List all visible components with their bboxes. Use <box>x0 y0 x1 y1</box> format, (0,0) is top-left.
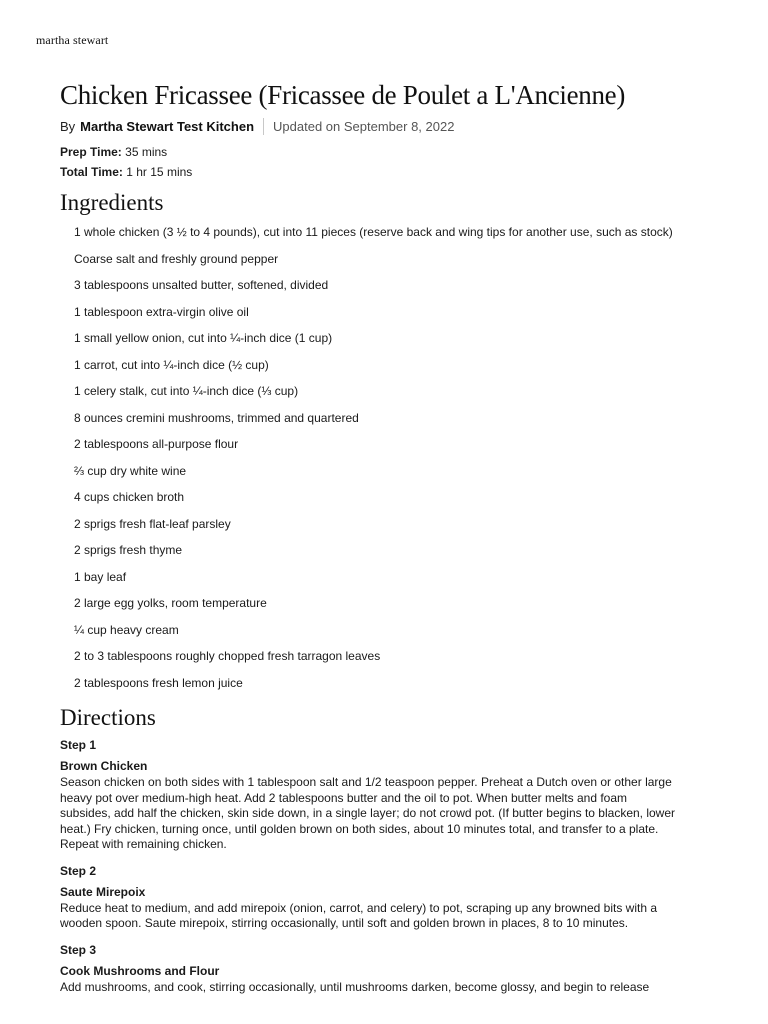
ingredient-item: 2 sprigs fresh flat-leaf parsley <box>74 516 231 531</box>
ingredient-item: 1 bay leaf <box>74 569 127 584</box>
ingredient-item: 2 large egg yolks, room temperature <box>74 596 267 610</box>
ingredient-item: 2 tablespoons fresh lemon juice <box>74 675 243 690</box>
step-text-line: heat.) Fry chicken, turning once, until golden brown on both sides, about 10 minutes total, and transfer to a plate. <box>60 821 659 836</box>
ingredients-heading: Ingredients <box>60 190 164 215</box>
ingredient-item: 2 tablespoons all-purpose flour <box>74 437 239 451</box>
directions-list <box>60 735 720 995</box>
step-text-line: Season chicken on both sides with 1 tablespoon salt and 1/2 teaspoon pepper. Preheat a Dutch oven or other large <box>60 775 672 789</box>
direction-step <box>60 861 720 932</box>
step-text-line: Reduce heat to medium, and add mirepoix (onion, carrot, and celery) to pot, scraping up any browned bits with a <box>60 900 657 915</box>
step-text-line: subsides, add half the chicken, skin side down, in a single layer; do not crowd pot. (If butter begins to blacken, lower <box>60 806 676 820</box>
direction-step <box>60 735 720 853</box>
step-text <box>60 775 720 853</box>
prep-time-value: 35 mins <box>125 145 168 159</box>
ingredient-item: 3 tablespoons unsalted butter, softened, divided <box>74 278 329 292</box>
step-title: Saute Mirepoix <box>60 884 146 899</box>
ingredient-item: ⅔ cup dry white wine <box>74 463 187 478</box>
author-link[interactable]: Martha Stewart Test Kitchen <box>80 118 255 134</box>
prep-time-label: Prep Time: <box>60 145 122 159</box>
ingredient-item: 1 small yellow onion, cut into ¼-inch dice (1 cup) <box>74 331 333 345</box>
brand-logo[interactable]: martha stewart <box>36 33 109 47</box>
step-text <box>60 901 720 932</box>
step-title: Cook Mushrooms and Flour <box>60 963 220 978</box>
article <box>60 78 720 995</box>
updated-date: Updated on September 8, 2022 <box>273 118 455 134</box>
ingredients-list <box>60 224 720 701</box>
step-title: Brown Chicken <box>60 759 148 773</box>
step-text-line: wooden spoon. Saute mirepoix, stirring occasionally, until soft and golden brown in places, 8 to 10 minutes. <box>60 916 629 930</box>
ingredient-item: ¼ cup heavy cream <box>74 622 179 637</box>
step-number: Step 3 <box>60 942 97 957</box>
directions-heading: Directions <box>60 705 156 730</box>
ingredient-item: 1 whole chicken (3 ½ to 4 pounds), cut into 11 pieces (reserve back and wing tips for another use, such as stock) <box>74 225 673 239</box>
prep-time <box>60 142 720 162</box>
ingredient-item: 1 celery stalk, cut into ¼-inch dice (⅓ cup) <box>74 384 299 398</box>
total-time-label: Total Time: <box>60 165 123 179</box>
ingredient-item: 1 tablespoon extra-virgin olive oil <box>74 304 249 319</box>
ingredient-item: Coarse salt and freshly ground pepper <box>74 251 279 266</box>
ingredient-item: 2 sprigs fresh thyme <box>74 543 183 557</box>
recipe-title: Chicken Fricassee (Fricassee de Poulet a L'Ancienne) <box>60 80 626 110</box>
ingredient-item: 8 ounces cremini mushrooms, trimmed and quartered <box>74 410 359 425</box>
ingredient-item: 2 to 3 tablespoons roughly chopped fresh tarragon leaves <box>74 649 381 663</box>
by-label: By <box>60 118 76 134</box>
byline <box>60 116 720 136</box>
step-text-line: Repeat with remaining chicken. <box>60 837 227 851</box>
total-time <box>60 162 720 182</box>
step-number: Step 2 <box>60 863 97 878</box>
direction-step <box>60 940 720 996</box>
step-text-line: Add mushrooms, and cook, stirring occasionally, until mushrooms darken, become glossy, and begin to release <box>60 979 650 994</box>
step-text <box>60 980 720 996</box>
total-time-value: 1 hr 15 mins <box>126 165 193 179</box>
recipe-meta <box>60 142 720 182</box>
step-number: Step 1 <box>60 738 97 752</box>
ingredient-item: 1 carrot, cut into ¼-inch dice (½ cup) <box>74 357 269 372</box>
ingredient-item: 4 cups chicken broth <box>74 490 185 504</box>
step-text-line: heavy pot over medium-high heat. Add 2 tablespoons butter and the oil to pot. When butter melts and foam <box>60 790 628 805</box>
byline-divider <box>263 118 264 135</box>
